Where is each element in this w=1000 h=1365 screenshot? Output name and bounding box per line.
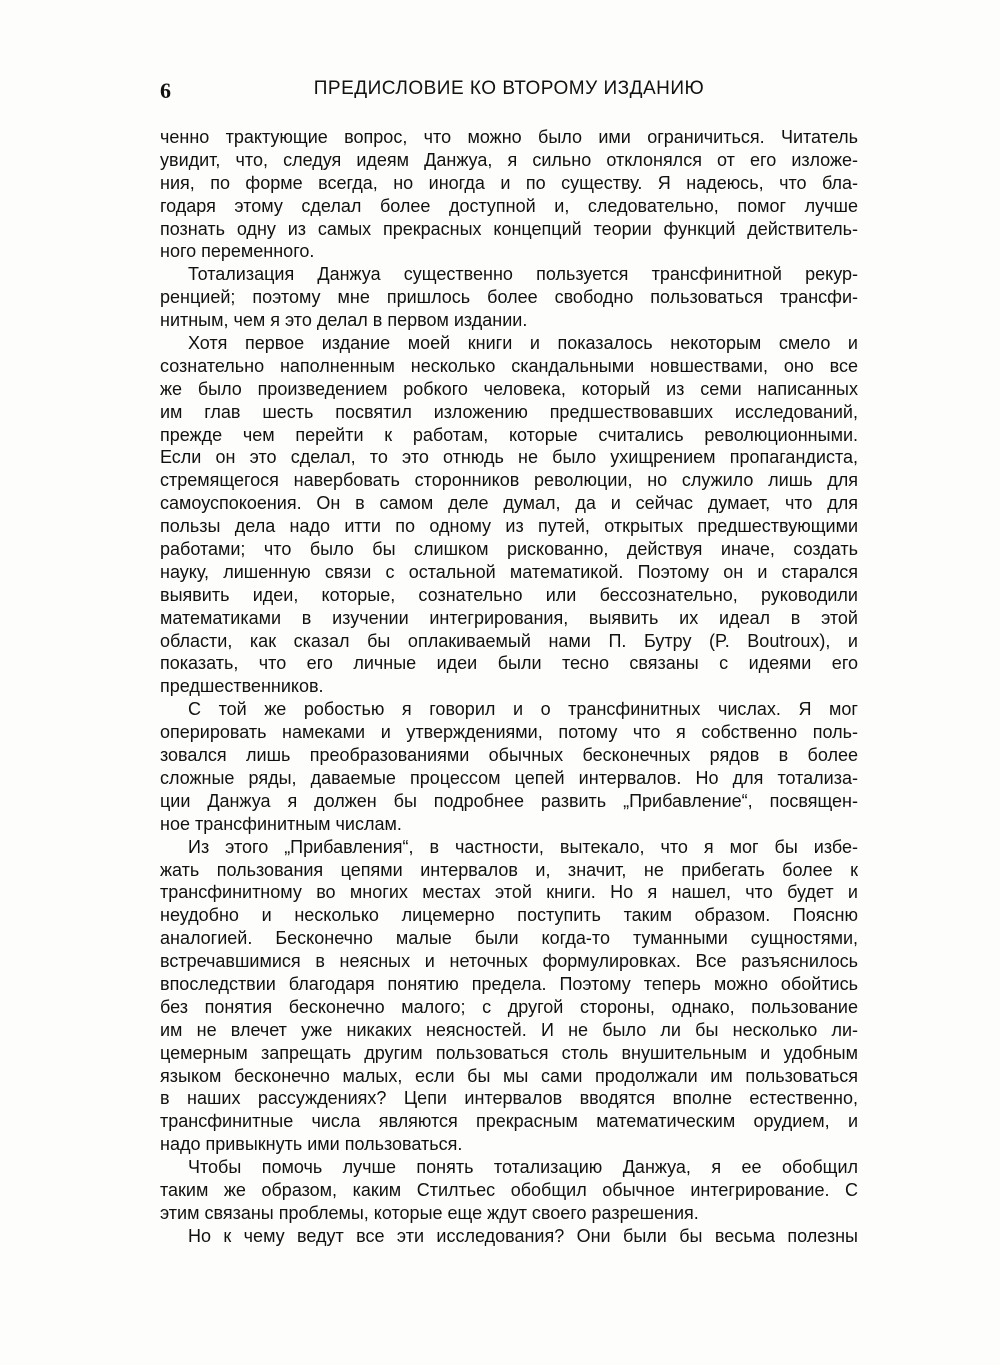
text-line: неудобно и несколько лицемерно поступить таким образом. Поясню (160, 905, 858, 926)
text-line: Чтобы помочь лучше понять тотализацию Данжуа, я ее обобщил (188, 1157, 858, 1178)
text-line: языком бесконечно малых, если бы мы сами продолжали им пользоваться (160, 1065, 858, 1086)
text-line: оперировать намеками и утверждениями, потому что я собственно поль- (160, 722, 858, 743)
text-line: им не влечет уже никаких неясностей. И не было ли бы несколько ли- (160, 1019, 858, 1040)
text-line: ченно трактующие вопрос, что можно было ими ограничиться. Читатель (160, 127, 858, 147)
text-line: ния, по форме всегда, но иногда и по существу. Я надеюсь, что бла- (160, 172, 858, 193)
text-line: надо привыкнуть ими пользоваться. (160, 1134, 463, 1155)
text-line: в наших рассуждениях? Цепи интервалов вводятся вполне естественно, (160, 1088, 858, 1109)
text-line: Тотализация Данжуа существенно пользуется трансфинитной рекур- (188, 264, 858, 285)
text-line: впоследствии благодаря понятию предела. Поэтому теперь можно обойтись (160, 973, 858, 994)
text-line: предшественников. (160, 676, 324, 697)
text-line: ного переменного. (160, 241, 315, 262)
text-line: математиками в изучении интегрирования, выявить их идеал в этой (160, 607, 858, 628)
text-line: пользы дела надо итти по одному из путей, открытых предшествующими (160, 516, 858, 537)
text-line: цемерным запрещать другим пользоваться столь внушительным и удобным (160, 1042, 858, 1063)
text-line: ции Данжуа я должен бы подробнее развить „Прибавление“, посвящен- (160, 790, 858, 811)
text-line: зовался лишь преобразованиями обычных бесконечных рядов в более (160, 745, 858, 766)
text-line: Из этого „Прибавления“, в частности, вытекало, что я мог бы избе- (188, 836, 858, 857)
text-line: Если он это сделал, то это отнюдь не было ухищрением пропагандиста, (160, 447, 858, 468)
running-title: ПРЕДИСЛОВИЕ КО ВТОРОМУ ИЗДАНИЮ (313, 78, 705, 99)
text-line: трансфинитному во многих местах этой книги. Но я нашел, что будет и (160, 882, 858, 903)
text-line: аналогией. Бесконечно малые были когда-то туманными сущностями, (160, 928, 858, 949)
text-line: науку, лишенную связи с остальной математикой. Поэтому он и старался (160, 561, 858, 582)
text-line: Хотя первое издание моей книги и показалось некоторым смело и (188, 333, 858, 354)
running-head (160, 78, 858, 106)
text-line: же было произведением робкого человека, который из семи написанных (160, 378, 858, 399)
text-line: им глав шесть посвятил изложению предшествовавших исследований, (160, 401, 858, 422)
text-line: стремящегося навербовать сторонников революции, но служило лишь для (160, 470, 858, 491)
text-line: таким же образом, каким Стилтьес обобщил обычное интегрирование. С (160, 1179, 858, 1200)
text-line: выявить идеи, которые, сознательно или бессознательно, руководили (160, 584, 858, 605)
text-line: встречавшимися в неясных и неточных формулировках. Все разъяснилось (160, 951, 858, 972)
page-number: 6 (160, 78, 171, 103)
text-line: ренцией; поэтому мне пришлось более свободно пользоваться трансфи- (160, 287, 858, 308)
text-line: сложные ряды, даваемые процессом цепей интервалов. Но для тотализа- (160, 767, 858, 788)
text-line: прежде чем перейти к работам, которые считались революционными. (160, 424, 858, 445)
text-line: ное трансфинитным числам. (160, 813, 402, 834)
text-line: увидит, что, следуя идеям Данжуа, я сильно отклонялся от его изложе- (160, 149, 858, 170)
text-line: С той же робостью я говорил и о трансфинитных числах. Я мог (188, 699, 858, 720)
text-line: этим связаны проблемы, которые еще ждут своего разрешения. (160, 1202, 699, 1223)
text-line: жать пользования цепями интервалов и, значит, не прибегать более к (160, 859, 858, 880)
text-line: показать, что его личные идеи были тесно связаны с идеями его (160, 653, 858, 674)
text-line: сознательно наполненным несколько скандальными новшествами, оно все (160, 355, 858, 376)
text-line: Но к чему ведут все эти исследования? Они были бы весьма полезны (188, 1225, 858, 1246)
text-line: трансфинитные числа являются прекрасным математическим орудием, и (160, 1111, 858, 1132)
text-line: области, как сказал бы оплакиваемый нами П. Бутру (P. Boutroux), и (160, 630, 858, 651)
text-line: годаря этому сделал более доступной и, следовательно, помог лучше (160, 195, 858, 216)
text-line: познать одну из самых прекрасных концепций теории функций действитель- (160, 218, 858, 239)
text-line: без понятия бесконечно малого; с другой стороны, однако, пользование (160, 996, 858, 1017)
text-line: нитным, чем я это делал в первом издании. (160, 310, 528, 331)
text-line: самоуспокоения. Он в самом деле думал, да и сейчас думает, что для (160, 493, 858, 514)
body-text (160, 126, 858, 1248)
text-line: работами; что было бы слишком рискованно, действуя иначе, создать (160, 539, 858, 560)
